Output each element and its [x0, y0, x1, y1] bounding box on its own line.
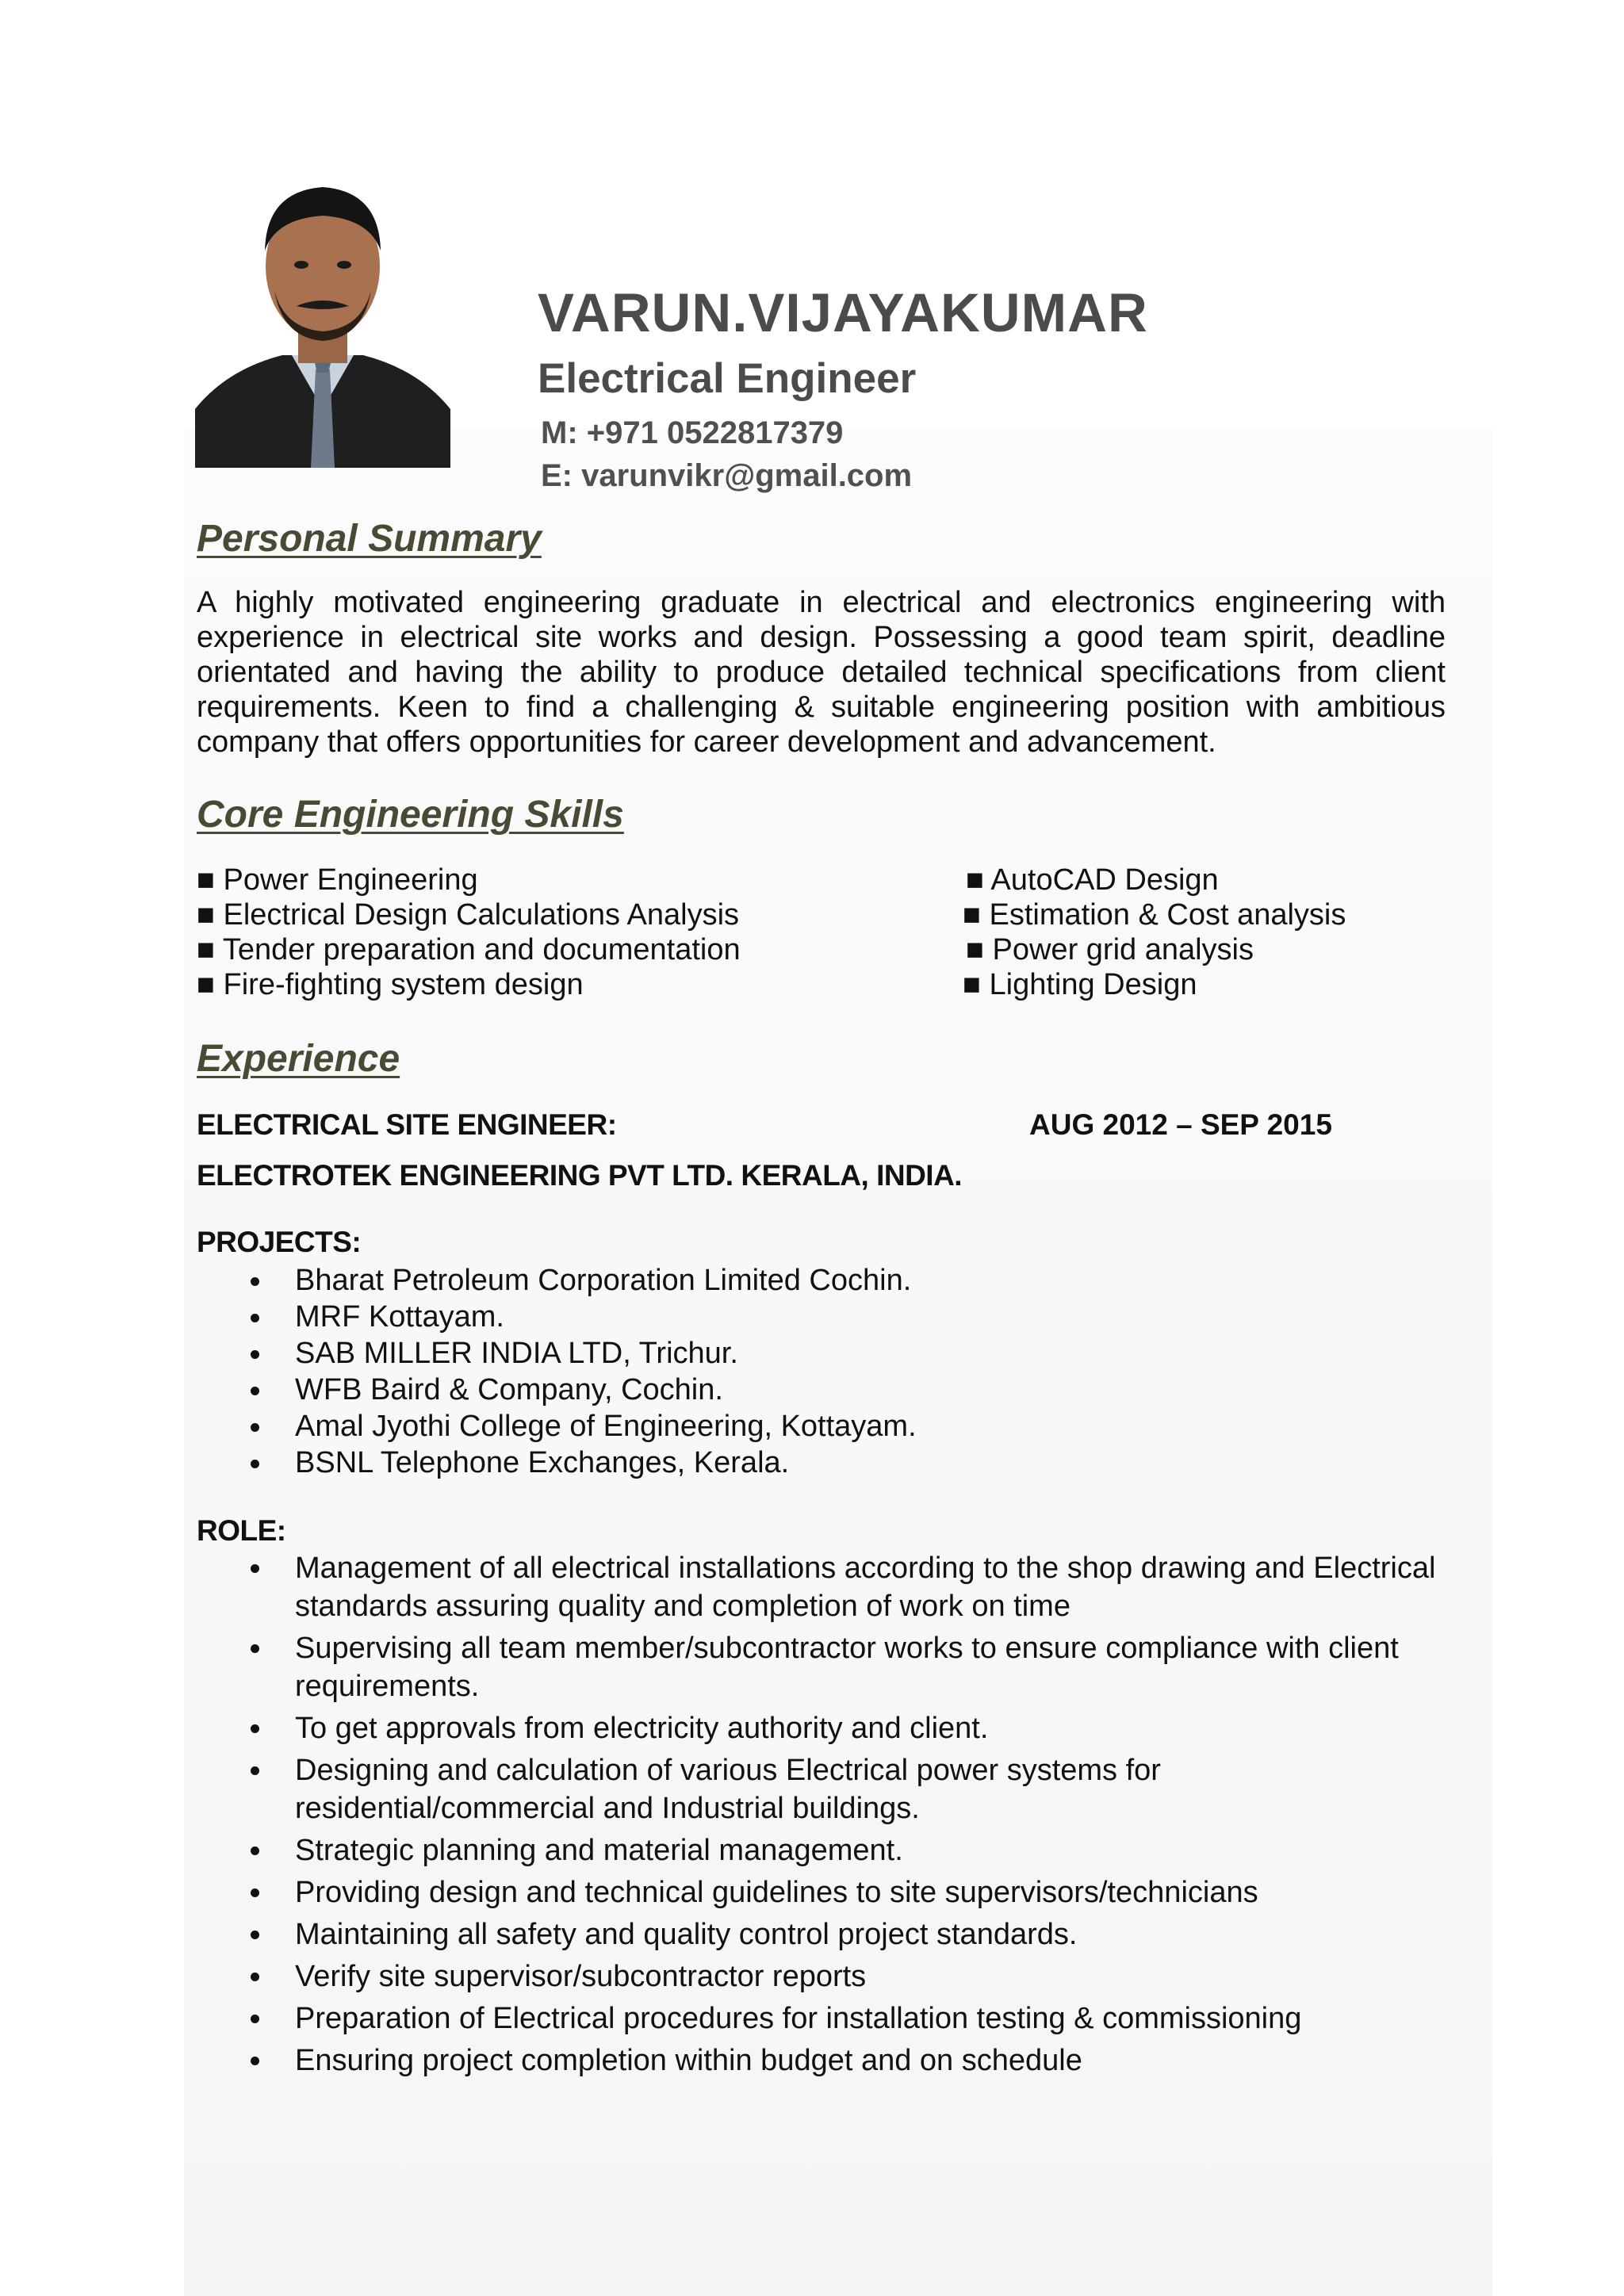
summary-heading: Personal Summary [197, 518, 542, 560]
list-item: Amal Jyothi College of Engineering, Kottayam. [197, 1408, 917, 1445]
employment-dates: AUG 2012 – SEP 2015 [1029, 1108, 1332, 1141]
email-address: E: varunvikr@gmail.com [541, 458, 913, 493]
skill-row [197, 897, 1446, 932]
experience-heading: Experience [197, 1038, 400, 1080]
phone-number: M: +971 0522817379 [541, 415, 844, 450]
skill-row [197, 863, 1446, 897]
resume-header [538, 282, 1148, 493]
list-item: MRF Kottayam. [197, 1299, 917, 1335]
skill-item: ■ Tender preparation and documentation [197, 933, 741, 966]
list-item: Verify site supervisor/subcontractor reports [197, 1957, 1465, 1996]
list-item: Maintaining all safety and quality control project standards. [197, 1915, 1465, 1954]
summary-text: A highly motivated engineering graduate in electrical and electronics engineering with experience in electrical site works and design. Possessing a good team spirit, deadline orientated and having the ability to produce detailed technical specifications from client requirements. Keen to find a challenging & suitable engineering position with ambitious company that offers opportunities for career development and advancement. [197, 586, 1446, 759]
profile-photo [195, 147, 450, 468]
list-item: Strategic planning and material management. [197, 1831, 1465, 1869]
position-title: ELECTRICAL SITE ENGINEER: [197, 1108, 617, 1141]
skill-item: ■ Electrical Design Calculations Analysis [197, 898, 740, 932]
skill-item: ■ Power grid analysis [966, 933, 1254, 966]
list-item: To get approvals from electricity authority and client. [197, 1709, 1465, 1747]
roles-list [197, 1549, 1465, 2084]
list-item: BSNL Telephone Exchanges, Kerala. [197, 1445, 917, 1481]
list-item: Preparation of Electrical procedures for installation testing & commissioning [197, 1999, 1465, 2038]
skill-item: ■ Power Engineering [197, 863, 478, 897]
skill-item: ■ AutoCAD Design [966, 863, 1219, 897]
job-title: Electrical Engineer [538, 355, 917, 402]
candidate-name: VARUN.VIJAYAKUMAR [538, 282, 1148, 343]
projects-list [197, 1262, 917, 1481]
skill-item: ■ Fire-fighting system design [197, 968, 584, 1001]
list-item: SAB MILLER INDIA LTD, Trichur. [197, 1335, 917, 1372]
skill-row [197, 932, 1446, 967]
list-item: WFB Baird & Company, Cochin. [197, 1372, 917, 1408]
skill-item: ■ Estimation & Cost analysis [963, 898, 1346, 932]
list-item: Ensuring project completion within budget and on schedule [197, 2042, 1465, 2080]
company-name: ELECTROTEK ENGINEERING PVT LTD. KERALA, INDIA. [197, 1159, 963, 1192]
list-item: Management of all electrical installations according to the shop drawing and Electrical standards assuring quality and completion of work on time [197, 1549, 1465, 1625]
list-item: Providing design and technical guidelines to site supervisors/technicians [197, 1873, 1465, 1911]
skills-heading: Core Engineering Skills [197, 794, 624, 836]
skills-list [197, 863, 1446, 1002]
list-item: Supervising all team member/subcontractor works to ensure compliance with client requirements. [197, 1629, 1465, 1705]
list-item: Designing and calculation of various Electrical power systems for residential/commercial and Industrial buildings. [197, 1751, 1465, 1827]
list-item: Bharat Petroleum Corporation Limited Cochin. [197, 1262, 917, 1299]
role-label: ROLE: [197, 1514, 286, 1547]
skill-row [197, 967, 1446, 1002]
skill-item: ■ Lighting Design [963, 968, 1197, 1001]
projects-label: PROJECTS: [197, 1226, 362, 1258]
